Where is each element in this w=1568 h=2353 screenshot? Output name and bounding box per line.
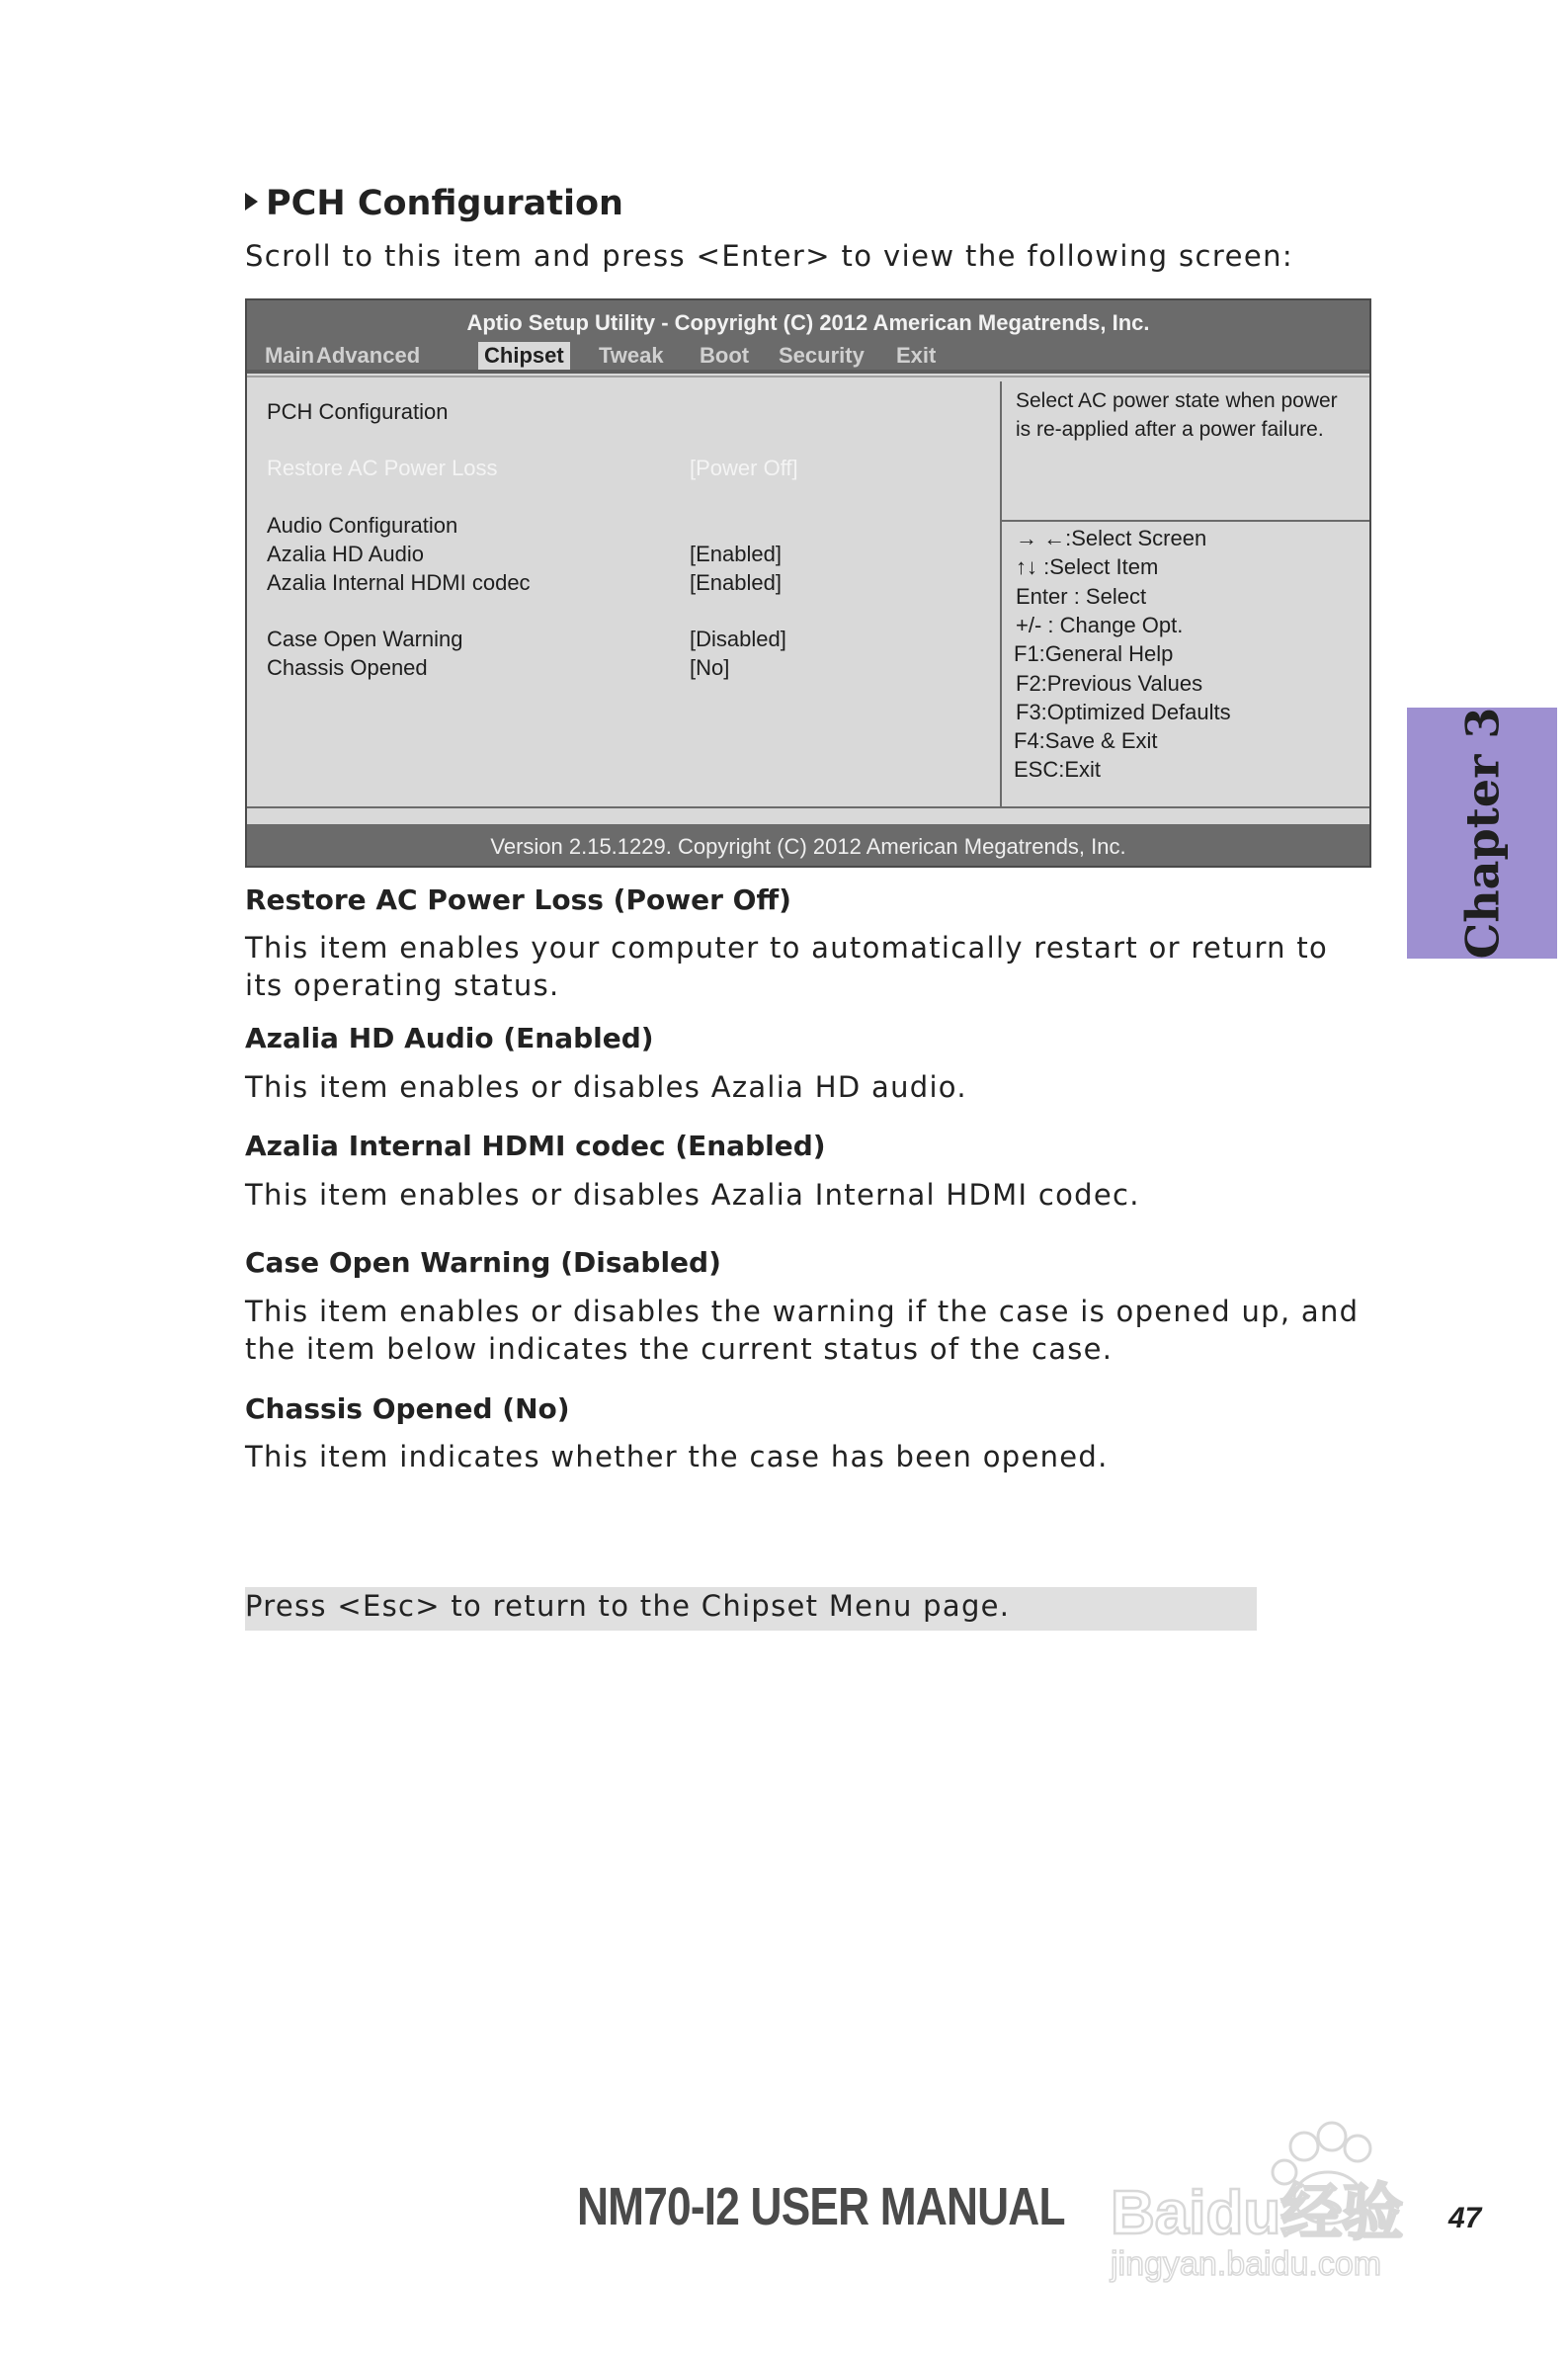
bios-key-select-screen: → ←:Select Screen [1016,526,1207,550]
note-text: Press <Esc> to return to the Chipset Menu page. [245,1589,1011,1623]
bios-help-divider [1001,520,1369,522]
watermark-brand: Baidu经验 [1111,2179,1404,2247]
paw-toe-1 [1290,2133,1318,2160]
chapter-label [1407,708,1557,959]
bios-item-restore-ac-label[interactable]: Restore AC Power Loss [267,456,498,480]
bios-key-enter: Enter : Select [1016,584,1147,609]
bios-help-line-2: is re-applied after a power failure. [1016,418,1324,441]
bios-item-azalia-hd-label[interactable]: Azalia HD Audio [267,542,424,566]
desc-text-chassis: This item indicates whether the case has been opened. [245,1440,1109,1473]
bios-item-azalia-hdmi-label[interactable]: Azalia Internal HDMI codec [267,570,531,595]
bios-key-f3: F3:Optimized Defaults [1016,700,1231,724]
paw-toe-3 [1345,2136,1370,2161]
tab-main[interactable]: Main [265,343,315,368]
bios-column-divider [1000,381,1002,806]
tab-boot[interactable]: Boot [700,343,750,368]
desc-heading-case-open: Case Open Warning (Disabled) [245,1246,721,1279]
bios-bottom-rule [247,806,1369,808]
bios-item-chassis-value[interactable]: [No] [690,655,730,680]
baidu-watermark [1107,2107,1482,2285]
chapter-label-text: Chapter 3 [1455,707,1510,960]
up-down-arrows-icon: ↑↓ [1016,554,1044,579]
triangle-bullet-icon [245,193,258,210]
tab-security[interactable]: Security [779,343,865,368]
intro-text: Scroll to this item and press <Enter> to view the following screen: [245,239,1294,273]
bios-version: Version 2.15.1229. Copyright (C) 2012 American Megatrends, Inc. [490,834,1126,859]
tab-advanced[interactable]: Advanced [316,343,421,368]
bios-item-azalia-hdmi-value[interactable]: [Enabled] [690,570,782,595]
bios-help-line-1: Select AC power state when power [1016,389,1338,412]
bios-item-case-open-value[interactable]: [Disabled] [690,627,786,651]
watermark-url: jingyan.baidu.com [1111,2245,1382,2283]
bios-header-rule [247,370,1369,374]
bios-key-f1: F1:General Help [1014,641,1174,666]
section-title-text: PCH Configuration [266,184,623,223]
bios-page-heading: PCH Configuration [267,399,449,424]
desc-text-case-open: This item enables or disables the warning if the case is opened up, and the item below indicates the current status of the case. [245,1295,1360,1366]
bios-key-f4: F4:Save & Exit [1014,728,1158,753]
bios-key-f2: F2:Previous Values [1016,671,1203,696]
desc-text-restore-ac: This item enables your computer to automatically restart or return to its operating status. [245,931,1329,1002]
desc-heading-azalia-hd: Azalia HD Audio (Enabled) [245,1022,654,1054]
tab-chipset[interactable]: Chipset [478,342,570,370]
bios-key-select-item: ↑↓ :Select Item [1016,554,1159,579]
desc-text-azalia-hdmi: This item enables or disables Azalia Internal HDMI codec. [245,1178,1140,1212]
bios-item-chassis-label[interactable]: Chassis Opened [267,655,428,680]
tab-tweak[interactable]: Tweak [599,343,664,368]
tab-exit[interactable]: Exit [896,343,937,368]
section-title [245,184,623,223]
bios-key-change: +/- : Change Opt. [1016,613,1184,637]
bios-item-case-open-label[interactable]: Case Open Warning [267,627,463,651]
bios-title: Aptio Setup Utility - Copyright (C) 2012 American Megatrends, Inc. [466,310,1150,335]
desc-heading-azalia-hdmi: Azalia Internal HDMI codec (Enabled) [245,1130,826,1162]
bios-header-rule-light [247,376,1369,378]
paw-toe-2 [1318,2123,1346,2150]
bios-item-audio-config-label: Audio Configuration [267,513,458,538]
desc-heading-restore-ac: Restore AC Power Loss (Power Off) [245,883,791,916]
page-number: 47 [1448,2202,1482,2234]
manual-title: NM70-I2 USER MANUAL [577,2177,1065,2236]
desc-text-azalia-hd: This item enables or disables Azalia HD audio. [245,1070,967,1104]
left-right-arrows-icon: → ← [1016,526,1066,550]
bios-item-restore-ac-value[interactable]: [Power Off] [690,456,798,480]
desc-heading-chassis: Chassis Opened (No) [245,1392,570,1425]
bios-screen [245,298,1371,868]
bios-key-esc: ESC:Exit [1014,757,1102,782]
bios-item-azalia-hd-value[interactable]: [Enabled] [690,542,782,566]
